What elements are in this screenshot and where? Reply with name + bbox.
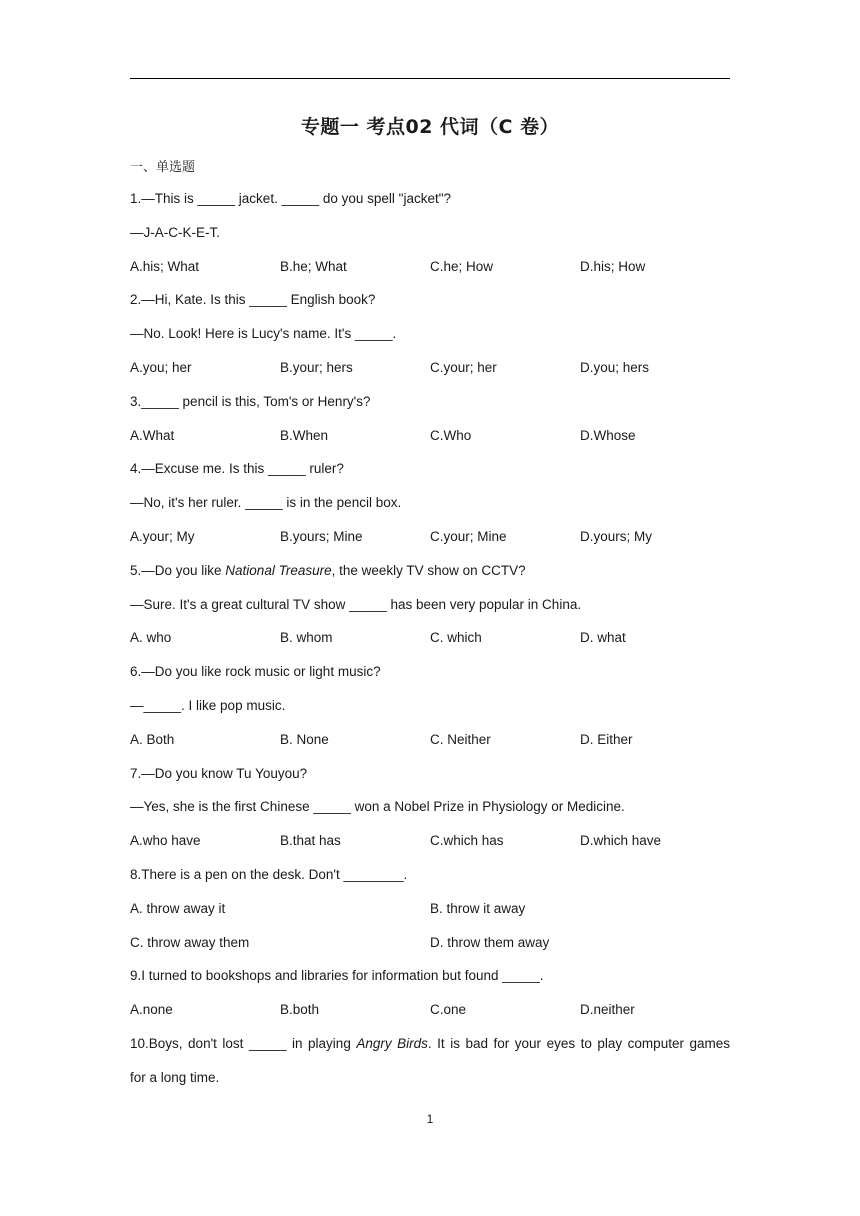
question-stem-line	[130, 655, 730, 689]
question-list	[130, 182, 730, 1095]
answer-option: C. which	[430, 630, 482, 646]
question-4	[130, 452, 730, 553]
answer-option: D. what	[580, 630, 626, 646]
answer-option: A.your; My	[130, 528, 195, 544]
question-stem-line	[130, 216, 730, 250]
answer-option: A.What	[130, 427, 175, 443]
answer-option: A.you; her	[130, 359, 192, 375]
stem-text: —No. Look! Here is Lucy's name. It's _____.	[130, 326, 397, 342]
stem-text: 7.—Do you know Tu Youyou?	[130, 765, 308, 781]
section-heading: 一、单选题	[130, 160, 196, 175]
answer-option: D.his; How	[580, 258, 646, 274]
question-stem-line	[130, 385, 730, 419]
stem-text: 8.There is a pen on the desk. Don't ________.	[130, 866, 408, 882]
answer-option: B.your; hers	[280, 359, 353, 375]
question-6	[130, 655, 730, 756]
options-row	[130, 621, 730, 655]
question-10	[130, 1027, 730, 1095]
italic-title: National Treasure	[225, 562, 332, 578]
stem-text: —_____. I like pop music.	[130, 697, 286, 713]
stem-text: —J-A-C-K-E-T.	[130, 224, 220, 240]
question-stem-line	[130, 790, 730, 824]
question-1	[130, 182, 730, 283]
stem-text: —Sure. It's a great cultural TV show _____ has been very popular in China.	[130, 596, 582, 612]
question-stem-line	[130, 452, 730, 486]
question-stem-line	[130, 588, 730, 622]
stem-text: 10.Boys, don't lost _____ in playing	[130, 1035, 357, 1051]
answer-option: A.none	[130, 1002, 173, 1018]
stem-text: 4.—Excuse me. Is this _____ ruler?	[130, 461, 344, 477]
answer-option: A. Both	[130, 731, 175, 747]
answer-option: D.which have	[580, 833, 662, 849]
answer-option: D.Whose	[580, 427, 636, 443]
question-9	[130, 959, 730, 1027]
options-row	[130, 723, 730, 757]
stem-text: —Yes, she is the first Chinese _____ won a Nobel Prize in Physiology or Medicine.	[130, 799, 625, 815]
question-stem-line	[130, 1061, 730, 1095]
options-row	[130, 419, 730, 453]
answer-option: B.that has	[280, 833, 341, 849]
answer-option: A. throw away it	[130, 900, 226, 916]
question-stem-line	[130, 486, 730, 520]
options-row	[130, 351, 730, 385]
answer-option: B. whom	[280, 630, 333, 646]
options-row	[130, 892, 730, 926]
page-number: 1	[426, 1112, 434, 1126]
stem-text: 5.—Do you like	[130, 562, 226, 578]
stem-text: . It is bad for your eyes to play computer games	[427, 1035, 730, 1051]
question-8	[130, 858, 730, 959]
question-stem-line	[130, 1027, 730, 1061]
answer-option: B. None	[280, 731, 329, 747]
answer-option: B.yours; Mine	[280, 528, 363, 544]
italic-title: Angry Birds	[356, 1035, 428, 1051]
stem-text: 1.—This is _____ jacket. _____ do you spell "jacket"?	[130, 191, 452, 206]
options-row	[130, 520, 730, 554]
answer-option: C.Who	[430, 427, 472, 443]
question-3	[130, 385, 730, 453]
answer-option: D.you; hers	[580, 359, 650, 375]
answer-option: C.your; Mine	[430, 528, 507, 544]
stem-text: —No, it's her ruler. _____ is in the pencil box.	[130, 495, 402, 511]
answer-option: B.he; What	[280, 258, 347, 274]
page-title: 专题一 考点02 代词（C 卷）	[300, 116, 560, 138]
options-row	[130, 993, 730, 1027]
answer-option: B. throw it away	[430, 900, 526, 916]
question-7	[130, 757, 730, 858]
question-stem-line	[130, 689, 730, 723]
answer-option: C.your; her	[430, 359, 497, 375]
answer-option: D.neither	[580, 1002, 635, 1018]
answer-option: B.When	[280, 427, 329, 443]
question-stem-line	[130, 283, 730, 317]
options-row	[130, 824, 730, 858]
question-5	[130, 554, 730, 655]
stem-text: 9.I turned to bookshops and libraries for information but found _____.	[130, 968, 544, 984]
options-row	[130, 250, 730, 284]
question-stem-line	[130, 554, 730, 588]
answer-option: C.which has	[430, 833, 504, 849]
answer-option: C. Neither	[430, 731, 491, 747]
stem-text: 6.—Do you like rock music or light music?	[130, 664, 381, 680]
stem-text: 2.—Hi, Kate. Is this _____ English book?	[130, 292, 376, 308]
answer-option: C. throw away them	[130, 934, 250, 950]
stem-text: , the weekly TV show on CCTV?	[331, 562, 526, 578]
answer-option: D. Either	[580, 731, 633, 747]
question-2	[130, 283, 730, 384]
question-stem-line	[130, 959, 730, 993]
answer-option: C.one	[430, 1002, 467, 1018]
question-stem-line	[130, 757, 730, 791]
answer-option: D.yours; My	[580, 528, 653, 544]
answer-option: A.who have	[130, 833, 201, 849]
answer-option: B.both	[280, 1002, 320, 1018]
question-stem-line	[130, 317, 730, 351]
stem-text: for a long time.	[130, 1069, 220, 1085]
answer-option: A.his; What	[130, 258, 200, 274]
question-stem-line	[130, 858, 730, 892]
stem-text: 3._____ pencil is this, Tom's or Henry's?	[130, 393, 371, 409]
header-rule	[130, 78, 730, 79]
answer-option: A. who	[130, 630, 172, 646]
answer-option: C.he; How	[430, 258, 494, 274]
options-row	[130, 926, 730, 960]
answer-option: D. throw them away	[430, 934, 550, 950]
question-stem-line	[130, 182, 730, 216]
